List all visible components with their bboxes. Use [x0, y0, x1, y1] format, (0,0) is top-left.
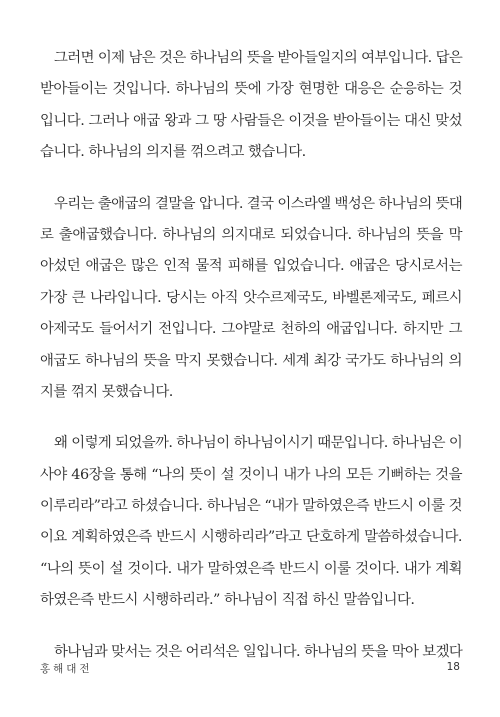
page-body: [40, 43, 462, 688]
text-line: 하였은즉 반드시 시행하리라.” 하나님이 직접 하신 말씀입니다.: [40, 592, 415, 609]
paragraph: [40, 43, 462, 169]
text-line: 이루리라”라고 하셨습니다. 하나님은 “내가 말하였은즉 반드시 이룰 것: [40, 498, 462, 515]
text-line: 애굽도 하나님의 뜻을 막지 못했습니다. 세계 최강 국가도 하나님의 의: [40, 352, 462, 369]
text-line: 지를 꺾지 못했습니다.: [40, 383, 173, 400]
text-line: 받아들이는 것입니다. 하나님의 뜻에 가장 현명한 대응은 순응하는 것: [40, 81, 462, 98]
text-line: 아섰던 애굽은 많은 인적 물적 피해를 입었습니다. 애굽은 당시로서는: [40, 258, 462, 275]
paragraph: [40, 428, 462, 616]
text-line: 로 출애굽했습니다. 하나님의 의지대로 되었습니다. 하나님의 뜻을 막: [40, 226, 462, 243]
text-line: “나의 뜻이 설 것이다. 내가 말하였은즉 반드시 이룰 것이다. 내가 계획: [40, 560, 462, 577]
text-line: 아제국도 들어서기 전입니다. 그야말로 천하의 애굽입니다. 하지만 그: [40, 321, 462, 338]
text-line: 하나님과 맞서는 것은 어리석은 일입니다. 하나님의 뜻을 막아 보겠다: [54, 643, 463, 660]
text-line: 입니다. 그러나 애굽 왕과 그 땅 사람들은 이것을 받아들이는 대신 맞섰: [40, 112, 462, 129]
page-number: 18: [446, 661, 460, 673]
text-line: 우리는 출애굽의 결말을 압니다. 결국 이스라엘 백성은 하나님의 뜻대: [54, 195, 463, 212]
text-line: 습니다. 하나님의 의지를 꺾으려고 했습니다.: [40, 144, 306, 161]
paragraph: [40, 189, 462, 409]
text-line: 사야 46장을 통해 “나의 뜻이 설 것이니 내가 나의 모든 기뻐하는 것을: [40, 466, 462, 483]
text-line: 이요 계획하였은즉 반드시 시행하리라”라고 단호하게 말씀하셨습니다.: [40, 529, 462, 546]
text-line: 왜 이렇게 되었을까. 하나님이 하나님이시기 때문입니다. 하나님은 이: [54, 435, 463, 452]
page-footer: [40, 661, 460, 677]
text-line: 그러면 이제 남은 것은 하나님의 뜻을 받아들일지의 여부입니다. 답은: [54, 50, 463, 66]
text-line: 가장 큰 나라입니다. 당시는 아직 앗수르제국도, 바벨론제국도, 페르시: [40, 289, 462, 306]
running-title: 홍해대전: [40, 663, 93, 675]
